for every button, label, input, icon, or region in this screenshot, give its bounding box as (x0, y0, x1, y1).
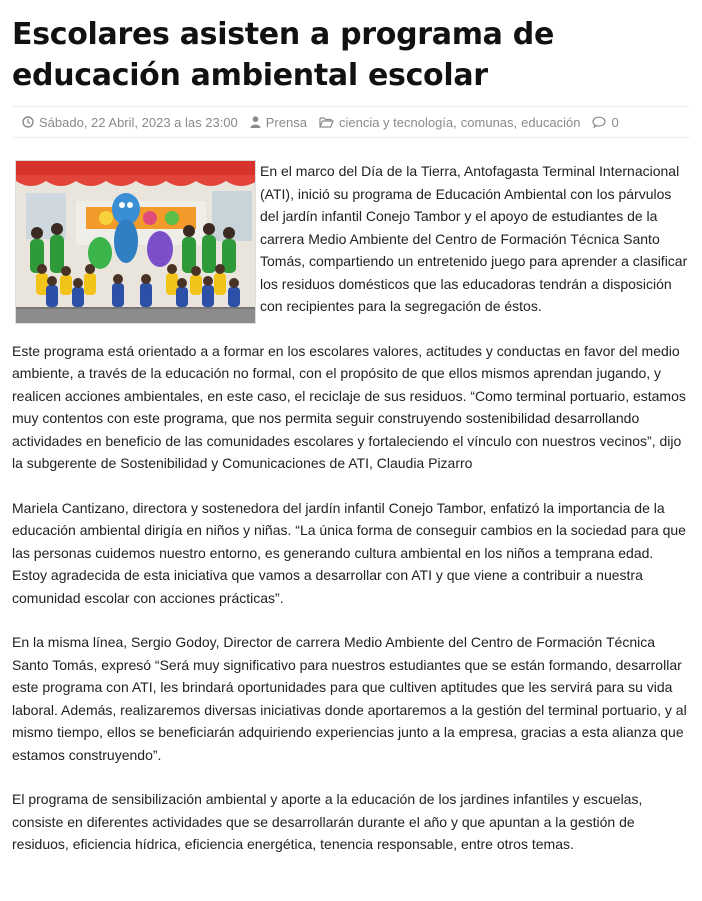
article-photo[interactable] (15, 160, 256, 324)
article-title: Escolares asisten a programa de educación ambiental escolar (12, 17, 554, 93)
post-author[interactable] (250, 115, 307, 130)
comments-count-link[interactable]: 0 (611, 114, 619, 130)
article (12, 14, 690, 878)
category-separator: , (513, 114, 518, 130)
folder-icon (319, 116, 334, 128)
article-content (12, 160, 690, 856)
clock-icon (22, 116, 34, 128)
post-date (22, 115, 238, 130)
category-link-ciencia[interactable]: ciencia y tecnología (338, 114, 454, 130)
category-link-comunas[interactable]: comunas (460, 114, 514, 130)
paragraph-3: Mariela Cantizano, directora y sostenedora del jardín infantil Conejo Tambor, enfatizó la importancia de la educación ambiental dirigía en niños y niñas. “La única forma de conseguir cambios en la sociedad para que las personas cuidemos nuestro entorno, es generando cultura ambiental en los niños a temprana edad. Estoy agradecida de esta iniciativa que vamos a desarrollar con ATI y que viene a contribuir a nuestra comunidad escolar con acciones prácticas”. (12, 499, 686, 606)
group-photo-illustration (16, 161, 256, 324)
post-meta (12, 106, 690, 138)
user-icon (250, 116, 261, 128)
paragraph-2: Este programa está orientado a a formar en los escolares valores, actitudes y conductas en favor del medio ambiente, a través de la educación no formal, con el propósito de que ellos mismos aprendan jugando, y realicen acciones ambientales, en este caso, el reciclaje de sus residuos. “Como terminal portuario, estamos muy contentos con este programa, que nos permita seguir construyendo sostenibilidad desarrollando actividades en beneficio de las comunidades escolares y fortaleciendo el vínculo con nuestros vecinos”, dijo la subgerente de Sostenibilidad y Comunicaciones de ATI, Claudia Pizarro (12, 342, 686, 471)
post-date-text: Sábado, 22 Abril, 2023 a las 23:00 (39, 114, 238, 130)
post-comments[interactable] (592, 115, 618, 130)
paragraph-1: En el marco del Día de la Tierra, Antofagasta Terminal Internacional (ATI), inició su programa de Educación Ambiental con los párvulos del jardín infantil Conejo Tambor y el apoyo de estudiantes de la carrera Medio Ambiente del Centro de Formación Técnica Santo Tomás, compartiendo un entretenido juego para aprender a clasificar los residuos domésticos que las educadoras tendrán a disposición con recipientes para la segregación de éstos. (260, 163, 688, 314)
category-separator: , (453, 114, 457, 130)
category-link-educacion[interactable]: educación (521, 114, 581, 130)
paragraph-4: En la misma línea, Sergio Godoy, Director de carrera Medio Ambiente del Centro de Formación Técnica Santo Tomás, expresó “Será muy significativo para nuestros estudiantes que se están formando, desarrollar este programa con ATI, les brindará oportunidades para que cultiven aptitudes que les servirá para su vida laboral. Además, realizaremos diversas iniciativas donde aportaremos a la gestión del terminal portuario, y al mismo tiempo, ellos se beneficiarán adquiriendo experiencias junto a la empresa, gracias a esta alianza que estamos construyendo”. (12, 634, 687, 763)
post-categories (319, 115, 580, 130)
comment-icon (592, 116, 606, 128)
paragraph-5: El programa de sensibilización ambiental y aporte a la educación de los jardines infantiles y escuelas, consiste en diferentes actividades que se desarrollarán durante el año y que apuntan a la gestión de residuos, eficiencia hídrica, eficiencia energética, tenencia responsable, entre otros temas. (12, 791, 643, 852)
author-link[interactable]: Prensa (265, 114, 307, 130)
